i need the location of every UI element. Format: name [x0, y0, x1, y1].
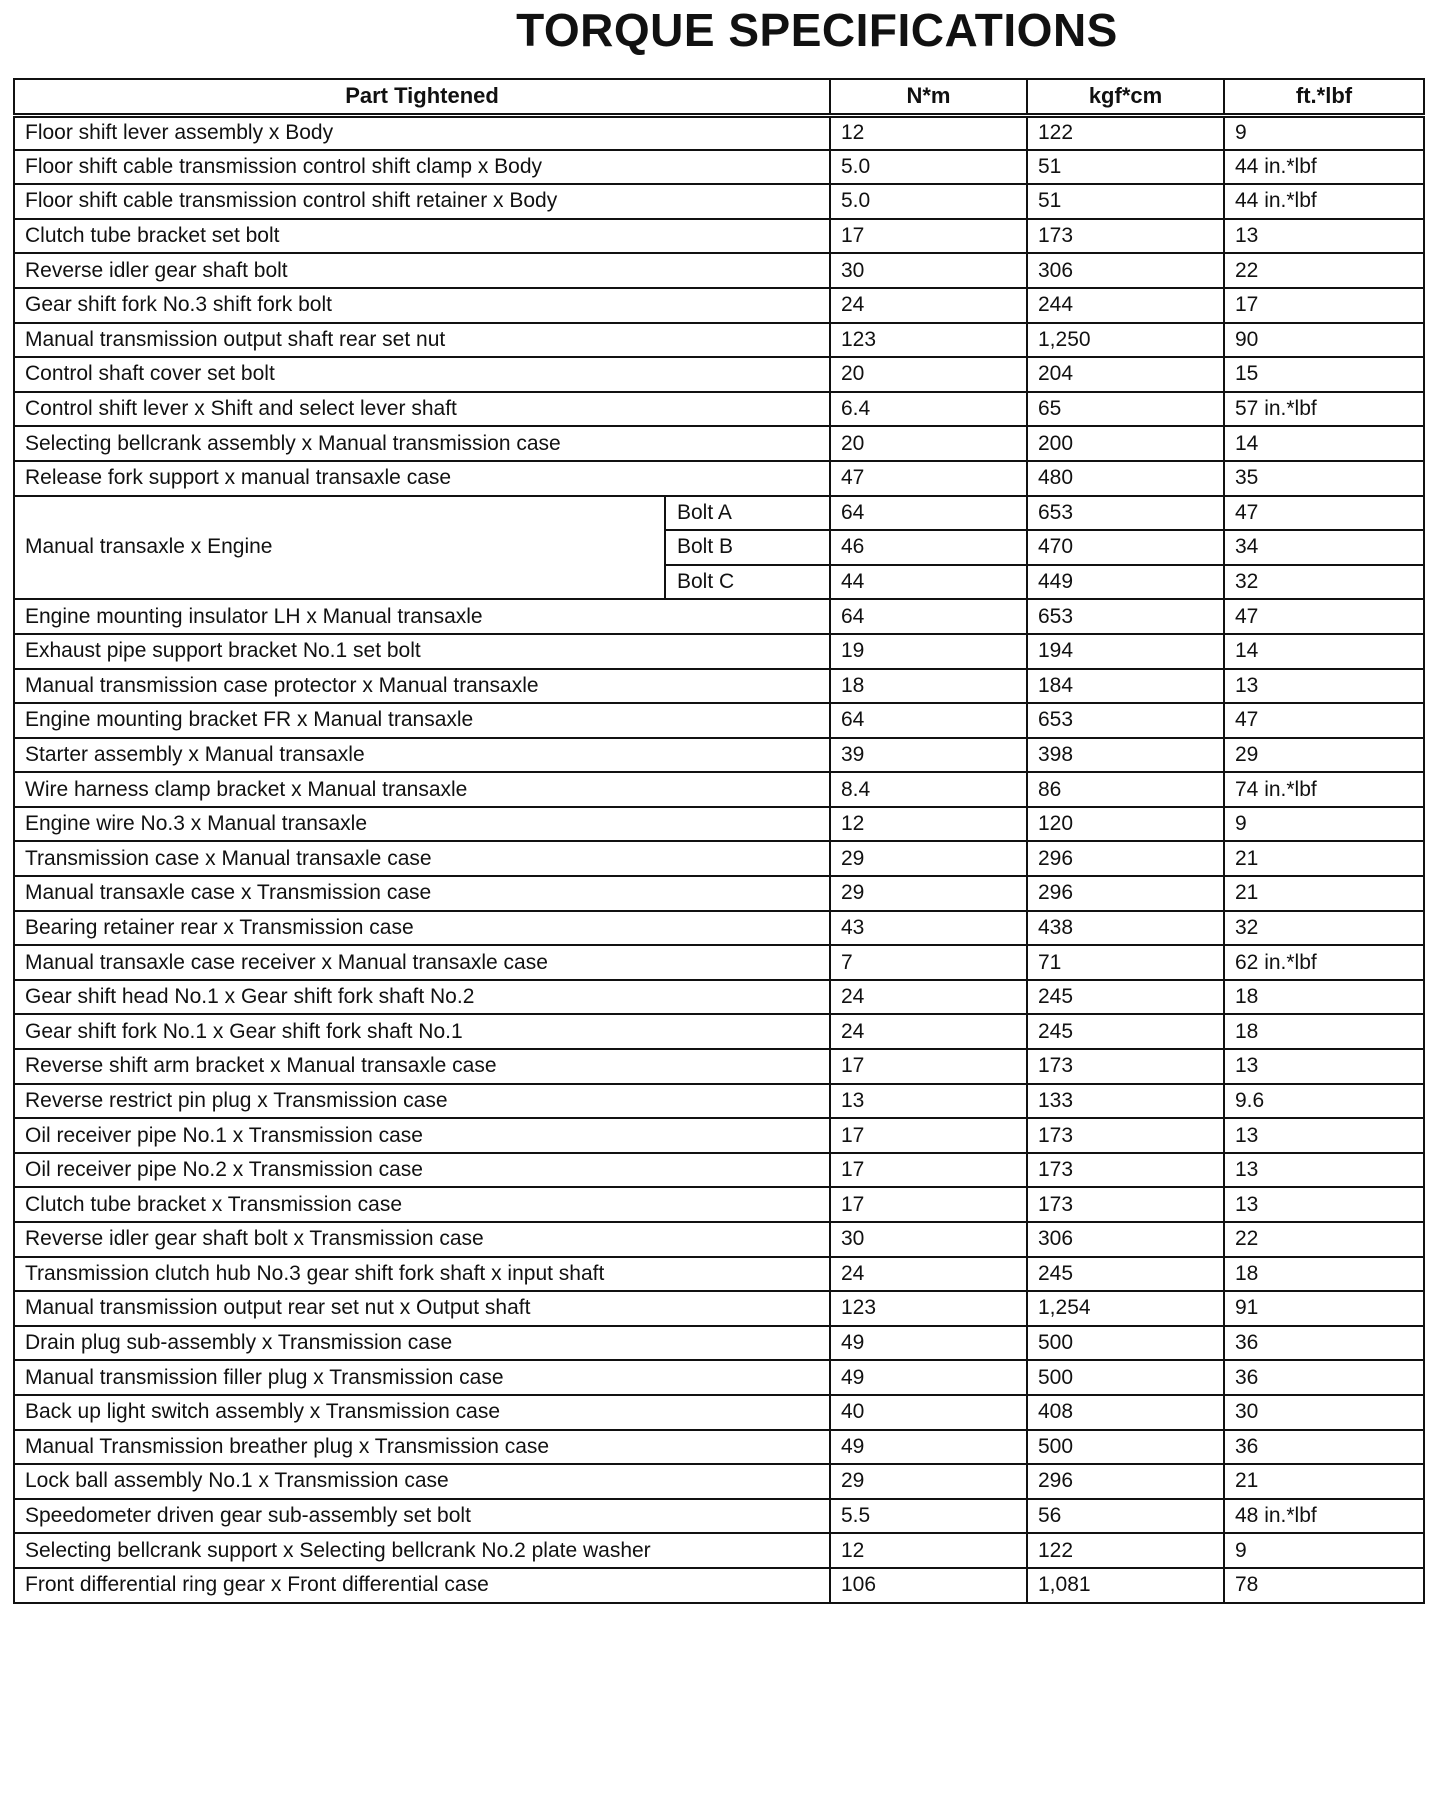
table-row: [14, 1084, 1424, 1119]
torque-ft-lbf-cell: 13: [1224, 1187, 1424, 1222]
table-row: [14, 426, 1424, 461]
table-row: [14, 1118, 1424, 1153]
torque-ft-lbf-cell: 13: [1224, 1118, 1424, 1153]
torque-kgf-cm-cell: 500: [1027, 1360, 1224, 1395]
table-row: [14, 703, 1424, 738]
table-row: [14, 150, 1424, 185]
table-row: [14, 1222, 1424, 1257]
torque-kgf-cm-cell: 133: [1027, 1084, 1224, 1119]
part-tightened-cell: Control shaft cover set bolt: [14, 357, 830, 392]
torque-kgf-cm-cell: 408: [1027, 1395, 1224, 1430]
torque-nm-cell: 20: [830, 426, 1027, 461]
torque-ft-lbf-cell: 13: [1224, 219, 1424, 254]
torque-ft-lbf-cell: 62 in.*lbf: [1224, 945, 1424, 980]
torque-ft-lbf-cell: 48 in.*lbf: [1224, 1499, 1424, 1534]
torque-nm-cell: 29: [830, 876, 1027, 911]
part-tightened-cell: Bearing retainer rear x Transmission case: [14, 911, 830, 946]
torque-kgf-cm-cell: 398: [1027, 738, 1224, 773]
torque-nm-cell: 44: [830, 565, 1027, 600]
torque-ft-lbf-cell: 36: [1224, 1326, 1424, 1361]
torque-kgf-cm-cell: 173: [1027, 219, 1224, 254]
table-row: [14, 392, 1424, 427]
torque-ft-lbf-cell: 74 in.*lbf: [1224, 772, 1424, 807]
part-tightened-cell: Transmission case x Manual transaxle case: [14, 841, 830, 876]
torque-nm-cell: 24: [830, 980, 1027, 1015]
torque-kgf-cm-cell: 245: [1027, 1257, 1224, 1292]
torque-kgf-cm-cell: 244: [1027, 288, 1224, 323]
part-tightened-cell: Selecting bellcrank support x Selecting bellcrank No.2 plate washer: [14, 1533, 830, 1568]
torque-nm-cell: 17: [830, 1187, 1027, 1222]
torque-ft-lbf-cell: 18: [1224, 1257, 1424, 1292]
torque-kgf-cm-cell: 122: [1027, 115, 1224, 150]
torque-nm-cell: 64: [830, 703, 1027, 738]
bolt-label-cell: Bolt C: [665, 565, 830, 600]
part-tightened-cell: Front differential ring gear x Front differential case: [14, 1568, 830, 1603]
torque-ft-lbf-cell: 9.6: [1224, 1084, 1424, 1119]
torque-kgf-cm-cell: 245: [1027, 980, 1224, 1015]
torque-ft-lbf-cell: 21: [1224, 841, 1424, 876]
part-tightened-cell: Release fork support x manual transaxle case: [14, 461, 830, 496]
torque-ft-lbf-cell: 36: [1224, 1430, 1424, 1465]
part-tightened-cell: Drain plug sub-assembly x Transmission case: [14, 1326, 830, 1361]
part-tightened-cell: Selecting bellcrank assembly x Manual transmission case: [14, 426, 830, 461]
torque-ft-lbf-cell: 18: [1224, 1014, 1424, 1049]
table-row: [14, 1049, 1424, 1084]
torque-kgf-cm-cell: 194: [1027, 634, 1224, 669]
torque-ft-lbf-cell: 44 in.*lbf: [1224, 150, 1424, 185]
torque-kgf-cm-cell: 449: [1027, 565, 1224, 600]
torque-kgf-cm-cell: 1,254: [1027, 1291, 1224, 1326]
table-row: [14, 1326, 1424, 1361]
torque-nm-cell: 40: [830, 1395, 1027, 1430]
torque-ft-lbf-cell: 21: [1224, 876, 1424, 911]
torque-nm-cell: 106: [830, 1568, 1027, 1603]
table-row: [14, 980, 1424, 1015]
torque-nm-cell: 5.0: [830, 184, 1027, 219]
part-tightened-cell: Starter assembly x Manual transaxle: [14, 738, 830, 773]
table-row: [14, 1257, 1424, 1292]
table-row: [14, 669, 1424, 704]
torque-kgf-cm-cell: 184: [1027, 669, 1224, 704]
part-tightened-cell: Reverse shift arm bracket x Manual transaxle case: [14, 1049, 830, 1084]
table-row: [14, 461, 1424, 496]
torque-kgf-cm-cell: 200: [1027, 426, 1224, 461]
torque-nm-cell: 49: [830, 1360, 1027, 1395]
part-tightened-cell: Reverse idler gear shaft bolt: [14, 253, 830, 288]
part-tightened-cell: Manual transaxle case receiver x Manual transaxle case: [14, 945, 830, 980]
table-row: [14, 807, 1424, 842]
part-tightened-cell: Floor shift cable transmission control shift clamp x Body: [14, 150, 830, 185]
torque-nm-cell: 8.4: [830, 772, 1027, 807]
part-tightened-cell: Reverse restrict pin plug x Transmission case: [14, 1084, 830, 1119]
torque-kgf-cm-cell: 306: [1027, 253, 1224, 288]
table-row: [14, 288, 1424, 323]
torque-nm-cell: 49: [830, 1430, 1027, 1465]
torque-ft-lbf-cell: 78: [1224, 1568, 1424, 1603]
table-row: [14, 323, 1424, 358]
torque-ft-lbf-cell: 13: [1224, 669, 1424, 704]
torque-nm-cell: 12: [830, 115, 1027, 150]
torque-ft-lbf-cell: 9: [1224, 807, 1424, 842]
header-kgf-cm: kgf*cm: [1027, 79, 1224, 115]
table-row: [14, 357, 1424, 392]
torque-ft-lbf-cell: 22: [1224, 253, 1424, 288]
torque-kgf-cm-cell: 296: [1027, 841, 1224, 876]
part-tightened-cell: Gear shift fork No.3 shift fork bolt: [14, 288, 830, 323]
torque-ft-lbf-cell: 34: [1224, 530, 1424, 565]
torque-kgf-cm-cell: 1,250: [1027, 323, 1224, 358]
torque-kgf-cm-cell: 65: [1027, 392, 1224, 427]
part-tightened-cell: Gear shift fork No.1 x Gear shift fork shaft No.1: [14, 1014, 830, 1049]
torque-ft-lbf-cell: 14: [1224, 426, 1424, 461]
torque-kgf-cm-cell: 120: [1027, 807, 1224, 842]
table-row: [14, 1430, 1424, 1465]
torque-nm-cell: 64: [830, 599, 1027, 634]
torque-nm-cell: 39: [830, 738, 1027, 773]
table-row: [14, 1360, 1424, 1395]
torque-ft-lbf-cell: 30: [1224, 1395, 1424, 1430]
torque-ft-lbf-cell: 47: [1224, 496, 1424, 531]
torque-kgf-cm-cell: 296: [1027, 876, 1224, 911]
bolt-label-cell: Bolt A: [665, 496, 830, 531]
part-tightened-cell: Engine mounting bracket FR x Manual transaxle: [14, 703, 830, 738]
part-tightened-cell: Floor shift lever assembly x Body: [14, 115, 830, 150]
torque-kgf-cm-cell: 245: [1027, 1014, 1224, 1049]
part-tightened-cell: Back up light switch assembly x Transmission case: [14, 1395, 830, 1430]
table-row: [14, 1014, 1424, 1049]
torque-ft-lbf-cell: 35: [1224, 461, 1424, 496]
torque-kgf-cm-cell: 653: [1027, 703, 1224, 738]
torque-ft-lbf-cell: 47: [1224, 599, 1424, 634]
torque-nm-cell: 30: [830, 1222, 1027, 1257]
table-row: [14, 1568, 1424, 1603]
part-tightened-cell: Exhaust pipe support bracket No.1 set bolt: [14, 634, 830, 669]
table-row: [14, 1153, 1424, 1188]
torque-kgf-cm-cell: 470: [1027, 530, 1224, 565]
torque-nm-cell: 17: [830, 1153, 1027, 1188]
torque-nm-cell: 5.0: [830, 150, 1027, 185]
table-row: [14, 1499, 1424, 1534]
torque-nm-cell: 30: [830, 253, 1027, 288]
torque-kgf-cm-cell: 173: [1027, 1118, 1224, 1153]
part-tightened-cell: Oil receiver pipe No.1 x Transmission case: [14, 1118, 830, 1153]
part-tightened-cell: Lock ball assembly No.1 x Transmission case: [14, 1464, 830, 1499]
table-row: [14, 945, 1424, 980]
torque-nm-cell: 6.4: [830, 392, 1027, 427]
torque-nm-cell: 7: [830, 945, 1027, 980]
torque-kgf-cm-cell: 653: [1027, 496, 1224, 531]
torque-nm-cell: 49: [830, 1326, 1027, 1361]
torque-nm-cell: 46: [830, 530, 1027, 565]
part-tightened-cell: Transmission clutch hub No.3 gear shift fork shaft x input shaft: [14, 1257, 830, 1292]
torque-ft-lbf-cell: 14: [1224, 634, 1424, 669]
table-row: [14, 1533, 1424, 1568]
torque-nm-cell: 24: [830, 1257, 1027, 1292]
bolt-label-cell: Bolt B: [665, 530, 830, 565]
torque-kgf-cm-cell: 173: [1027, 1153, 1224, 1188]
torque-nm-cell: 123: [830, 1291, 1027, 1326]
part-tightened-cell: Control shift lever x Shift and select lever shaft: [14, 392, 830, 427]
torque-ft-lbf-cell: 32: [1224, 565, 1424, 600]
part-tightened-cell: Reverse idler gear shaft bolt x Transmission case: [14, 1222, 830, 1257]
table-row: [14, 1395, 1424, 1430]
part-tightened-cell: Manual transaxle x Engine: [14, 496, 665, 600]
part-tightened-cell: Speedometer driven gear sub-assembly set bolt: [14, 1499, 830, 1534]
part-tightened-cell: Clutch tube bracket x Transmission case: [14, 1187, 830, 1222]
part-tightened-cell: Gear shift head No.1 x Gear shift fork shaft No.2: [14, 980, 830, 1015]
torque-nm-cell: 24: [830, 1014, 1027, 1049]
table-row: [14, 738, 1424, 773]
torque-ft-lbf-cell: 22: [1224, 1222, 1424, 1257]
torque-nm-cell: 20: [830, 357, 1027, 392]
torque-ft-lbf-cell: 91: [1224, 1291, 1424, 1326]
part-tightened-cell: Manual transmission output rear set nut x Output shaft: [14, 1291, 830, 1326]
torque-nm-cell: 19: [830, 634, 1027, 669]
part-tightened-cell: Clutch tube bracket set bolt: [14, 219, 830, 254]
table-row: [14, 634, 1424, 669]
torque-kgf-cm-cell: 306: [1027, 1222, 1224, 1257]
torque-kgf-cm-cell: 296: [1027, 1464, 1224, 1499]
table-row: [14, 911, 1424, 946]
torque-nm-cell: 43: [830, 911, 1027, 946]
torque-ft-lbf-cell: 17: [1224, 288, 1424, 323]
header-part-tightened: Part Tightened: [14, 79, 830, 115]
header-nm: N*m: [830, 79, 1027, 115]
torque-nm-cell: 12: [830, 1533, 1027, 1568]
torque-ft-lbf-cell: 9: [1224, 115, 1424, 150]
part-tightened-cell: Floor shift cable transmission control shift retainer x Body: [14, 184, 830, 219]
page-title: TORQUE SPECIFICATIONS: [516, 4, 1118, 56]
torque-kgf-cm-cell: 173: [1027, 1049, 1224, 1084]
part-tightened-cell: Manual Transmission breather plug x Transmission case: [14, 1430, 830, 1465]
torque-nm-cell: 12: [830, 807, 1027, 842]
table-row: [14, 876, 1424, 911]
table-row: [14, 496, 1424, 531]
torque-kgf-cm-cell: 500: [1027, 1326, 1224, 1361]
torque-kgf-cm-cell: 204: [1027, 357, 1224, 392]
table-body: [14, 115, 1424, 1603]
table-row: [14, 772, 1424, 807]
part-tightened-cell: Engine mounting insulator LH x Manual transaxle: [14, 599, 830, 634]
torque-kgf-cm-cell: 173: [1027, 1187, 1224, 1222]
part-tightened-cell: Oil receiver pipe No.2 x Transmission case: [14, 1153, 830, 1188]
torque-nm-cell: 13: [830, 1084, 1027, 1119]
torque-kgf-cm-cell: 1,081: [1027, 1568, 1224, 1603]
torque-nm-cell: 17: [830, 1118, 1027, 1153]
torque-nm-cell: 64: [830, 496, 1027, 531]
table-row: [14, 1187, 1424, 1222]
table-row: [14, 1464, 1424, 1499]
torque-ft-lbf-cell: 29: [1224, 738, 1424, 773]
torque-nm-cell: 18: [830, 669, 1027, 704]
torque-ft-lbf-cell: 32: [1224, 911, 1424, 946]
torque-ft-lbf-cell: 15: [1224, 357, 1424, 392]
torque-kgf-cm-cell: 480: [1027, 461, 1224, 496]
torque-kgf-cm-cell: 438: [1027, 911, 1224, 946]
torque-ft-lbf-cell: 18: [1224, 980, 1424, 1015]
torque-kgf-cm-cell: 500: [1027, 1430, 1224, 1465]
table-row: [14, 599, 1424, 634]
torque-ft-lbf-cell: 90: [1224, 323, 1424, 358]
part-tightened-cell: Manual transmission filler plug x Transmission case: [14, 1360, 830, 1395]
torque-nm-cell: 17: [830, 1049, 1027, 1084]
part-tightened-cell: Manual transmission case protector x Manual transaxle: [14, 669, 830, 704]
torque-kgf-cm-cell: 122: [1027, 1533, 1224, 1568]
torque-ft-lbf-cell: 13: [1224, 1049, 1424, 1084]
torque-kgf-cm-cell: 51: [1027, 150, 1224, 185]
torque-nm-cell: 5.5: [830, 1499, 1027, 1534]
torque-kgf-cm-cell: 71: [1027, 945, 1224, 980]
torque-nm-cell: 17: [830, 219, 1027, 254]
torque-kgf-cm-cell: 56: [1027, 1499, 1224, 1534]
table-header-row: [14, 79, 1424, 115]
part-tightened-cell: Wire harness clamp bracket x Manual transaxle: [14, 772, 830, 807]
part-tightened-cell: Engine wire No.3 x Manual transaxle: [14, 807, 830, 842]
table-row: [14, 115, 1424, 150]
torque-nm-cell: 29: [830, 1464, 1027, 1499]
part-tightened-cell: Manual transmission output shaft rear set nut: [14, 323, 830, 358]
table-row: [14, 184, 1424, 219]
torque-nm-cell: 24: [830, 288, 1027, 323]
torque-nm-cell: 29: [830, 841, 1027, 876]
torque-ft-lbf-cell: 36: [1224, 1360, 1424, 1395]
torque-ft-lbf-cell: 21: [1224, 1464, 1424, 1499]
torque-ft-lbf-cell: 44 in.*lbf: [1224, 184, 1424, 219]
header-ft-lbf: ft.*lbf: [1224, 79, 1424, 115]
torque-kgf-cm-cell: 653: [1027, 599, 1224, 634]
table-row: [14, 841, 1424, 876]
torque-ft-lbf-cell: 9: [1224, 1533, 1424, 1568]
torque-spec-table: [13, 78, 1425, 1604]
torque-kgf-cm-cell: 51: [1027, 184, 1224, 219]
table-row: [14, 219, 1424, 254]
torque-ft-lbf-cell: 13: [1224, 1153, 1424, 1188]
torque-ft-lbf-cell: 57 in.*lbf: [1224, 392, 1424, 427]
torque-nm-cell: 123: [830, 323, 1027, 358]
table-row: [14, 253, 1424, 288]
torque-nm-cell: 47: [830, 461, 1027, 496]
torque-ft-lbf-cell: 47: [1224, 703, 1424, 738]
torque-kgf-cm-cell: 86: [1027, 772, 1224, 807]
part-tightened-cell: Manual transaxle case x Transmission case: [14, 876, 830, 911]
table-row: [14, 1291, 1424, 1326]
